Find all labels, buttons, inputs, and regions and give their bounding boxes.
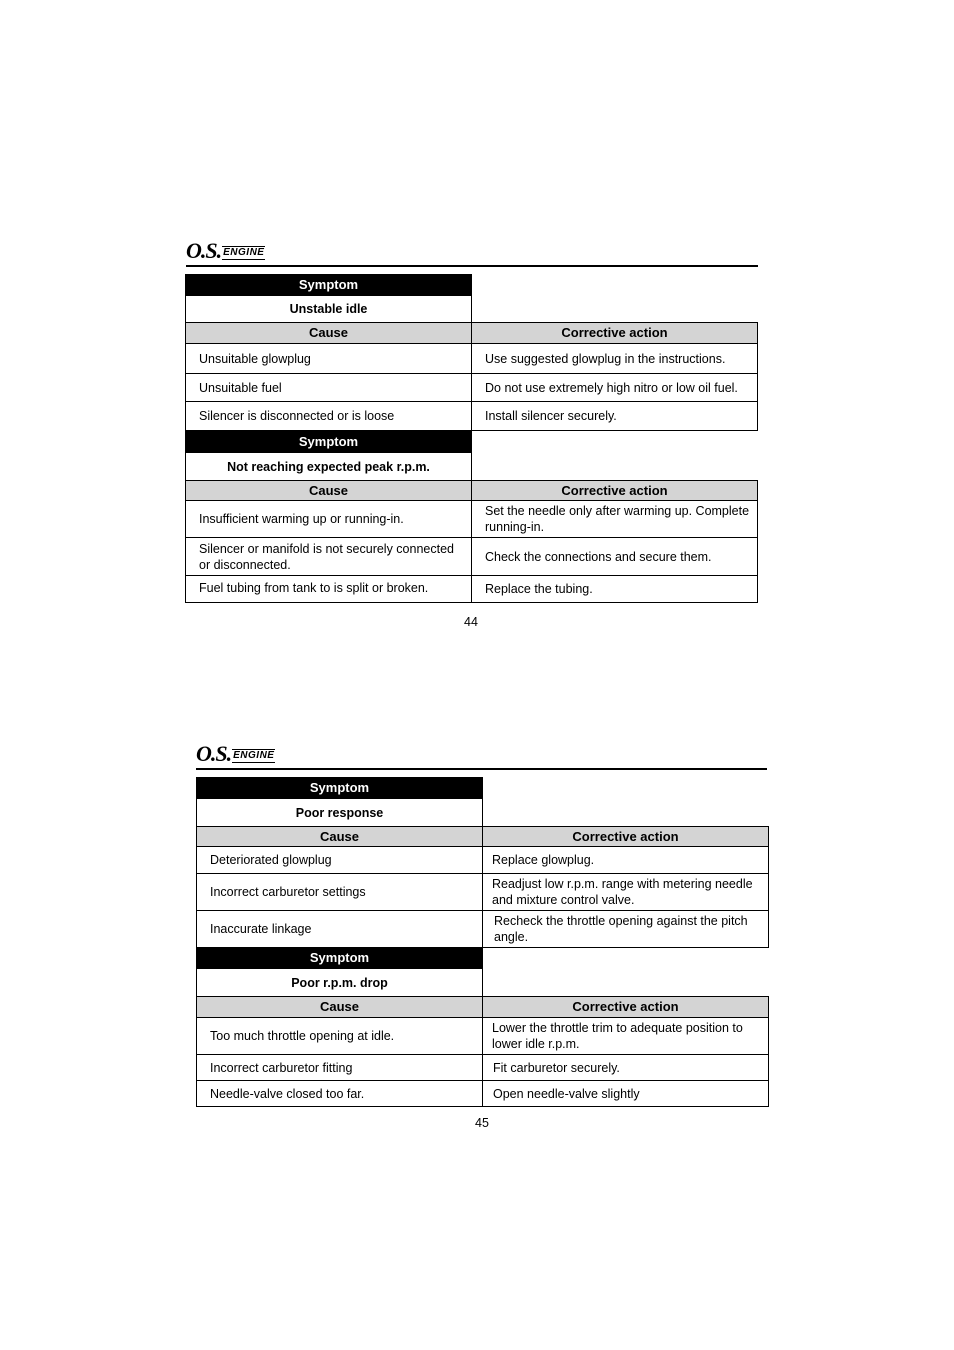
cause-cell: Insufficient warming up or running-in.: [185, 500, 472, 538]
cause-cell: Needle-valve closed too far.: [196, 1080, 483, 1107]
cause-cell: Unsuitable fuel: [185, 373, 472, 402]
action-cell: Use suggested glowplug in the instructions.: [471, 343, 758, 374]
action-cell: Readjust low r.p.m. range with metering needle and mixture control valve.: [482, 873, 769, 911]
symptom-value: Poor r.p.m. drop: [196, 968, 483, 997]
logo-mark: O.S.: [196, 741, 232, 766]
page-number: 45: [475, 1116, 489, 1130]
action-cell: Replace glowplug.: [482, 846, 769, 874]
symptom-value: Not reaching expected peak r.p.m.: [185, 452, 472, 481]
cause-header: Cause: [196, 826, 483, 847]
action-cell: Lower the throttle trim to adequate position to lower idle r.p.m.: [482, 1017, 769, 1055]
header-rule: [186, 265, 758, 267]
symptom-label: Symptom: [185, 274, 472, 296]
action-cell: Fit carburetor securely.: [482, 1054, 769, 1081]
symptom-value: Unstable idle: [185, 295, 472, 323]
os-engine-logo: [186, 240, 265, 262]
logo-mark: O.S.: [186, 238, 222, 263]
action-cell: Replace the tubing.: [471, 575, 758, 603]
action-cell: Set the needle only after warming up. Complete running-in.: [471, 500, 758, 538]
page-number: 44: [464, 615, 478, 629]
cause-cell: Inaccurate linkage: [196, 910, 483, 948]
corrective-action-header: Corrective action: [482, 826, 769, 847]
os-engine-logo: [196, 743, 275, 765]
action-cell: Install silencer securely.: [471, 401, 758, 431]
corrective-action-header: Corrective action: [471, 480, 758, 501]
cause-cell: Unsuitable glowplug: [185, 343, 472, 374]
cause-cell: Incorrect carburetor settings: [196, 873, 483, 911]
cause-cell: Fuel tubing from tank to is split or broken.: [185, 575, 472, 603]
cause-header: Cause: [185, 480, 472, 501]
symptom-value: Poor response: [196, 798, 483, 827]
action-cell: Recheck the throttle opening against the pitch angle.: [482, 910, 769, 948]
cause-header: Cause: [196, 996, 483, 1018]
cause-cell: Incorrect carburetor fitting: [196, 1054, 483, 1081]
cause-cell: Silencer is disconnected or is loose: [185, 401, 472, 431]
cause-header: Cause: [185, 322, 472, 344]
action-cell: Do not use extremely high nitro or low oil fuel.: [471, 373, 758, 402]
action-cell: Check the connections and secure them.: [471, 537, 758, 576]
header-rule: [196, 768, 767, 770]
corrective-action-header: Corrective action: [482, 996, 769, 1018]
cause-cell: Silencer or manifold is not securely connected or disconnected.: [185, 537, 472, 576]
symptom-label: Symptom: [185, 430, 472, 453]
cause-cell: Too much throttle opening at idle.: [196, 1017, 483, 1055]
symptom-label: Symptom: [196, 777, 483, 799]
corrective-action-header: Corrective action: [471, 322, 758, 344]
action-cell: Open needle-valve slightly: [482, 1080, 769, 1107]
logo-word: ENGINE: [223, 247, 265, 258]
logo-word: ENGINE: [233, 750, 275, 761]
cause-cell: Deteriorated glowplug: [196, 846, 483, 874]
symptom-label: Symptom: [196, 947, 483, 969]
